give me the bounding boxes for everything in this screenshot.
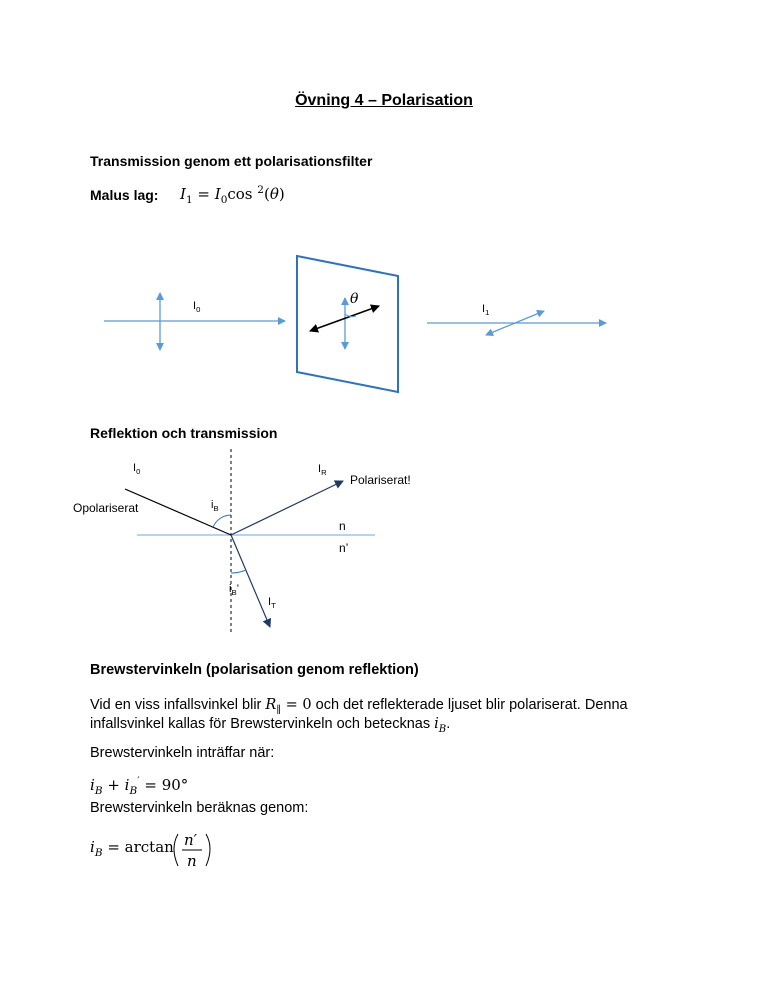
svg-text:n′: n′ <box>184 831 198 849</box>
diagram2-label-ir: $I_R$ <box>318 463 327 478</box>
brewster-sum-equation: $i_B + i_B' = 90^\circ$ <box>90 775 189 797</box>
section-heading-transmission: Transmission genom ett polarisationsfilter <box>90 153 373 169</box>
diagram1-label-i1: $I_1$ <box>482 303 490 318</box>
brewster-occurs-text: Brewstervinkeln inträffar när: <box>90 745 275 761</box>
label-refraction-angle: $i_B$’ <box>229 583 240 598</box>
label-transmitted-intensity: $I_T$ <box>268 596 276 611</box>
brewster-arctan-equation: $i_B = \arctan$ <box>90 838 174 859</box>
section-heading-brewster: Brewstervinkeln (polarisation genom reflektion) <box>90 662 419 678</box>
section-heading-reflection: Reflektion och transmission <box>90 425 278 441</box>
label-n-prime: n’ <box>339 541 349 555</box>
brewster-calculated-text: Brewstervinkeln beräknas genom: <box>90 800 309 816</box>
label-unpolarized: Opolariserat <box>73 501 139 515</box>
brewster-paragraph-line1: Vid en viss infallsvinkel blir $R_\parallel = 0$ och det reflekterade ljuset blir polariserat. Denna <box>90 697 628 716</box>
svg-text:n: n <box>187 852 197 870</box>
brewster-paragraph-line2: infallsvinkel kallas för Brewstervinkeln och betecknas $i_B$. <box>90 716 451 735</box>
diagram2-label-i0: $I_0$ <box>133 462 141 477</box>
label-polarized: Polariserat! <box>350 473 411 487</box>
label-brewster-angle: $i_B$ <box>211 499 219 514</box>
malus-label: Malus lag: <box>90 187 159 203</box>
diagram1-label-theta: θ <box>350 291 359 307</box>
malus-formula: $I_1 = I_0\cos$ $^2$(θ) <box>180 184 285 206</box>
diagram1-label-i0: $I_0$ <box>193 300 201 315</box>
page-title: Övning 4 – Polarisation <box>295 92 473 109</box>
label-n: n <box>339 519 346 533</box>
